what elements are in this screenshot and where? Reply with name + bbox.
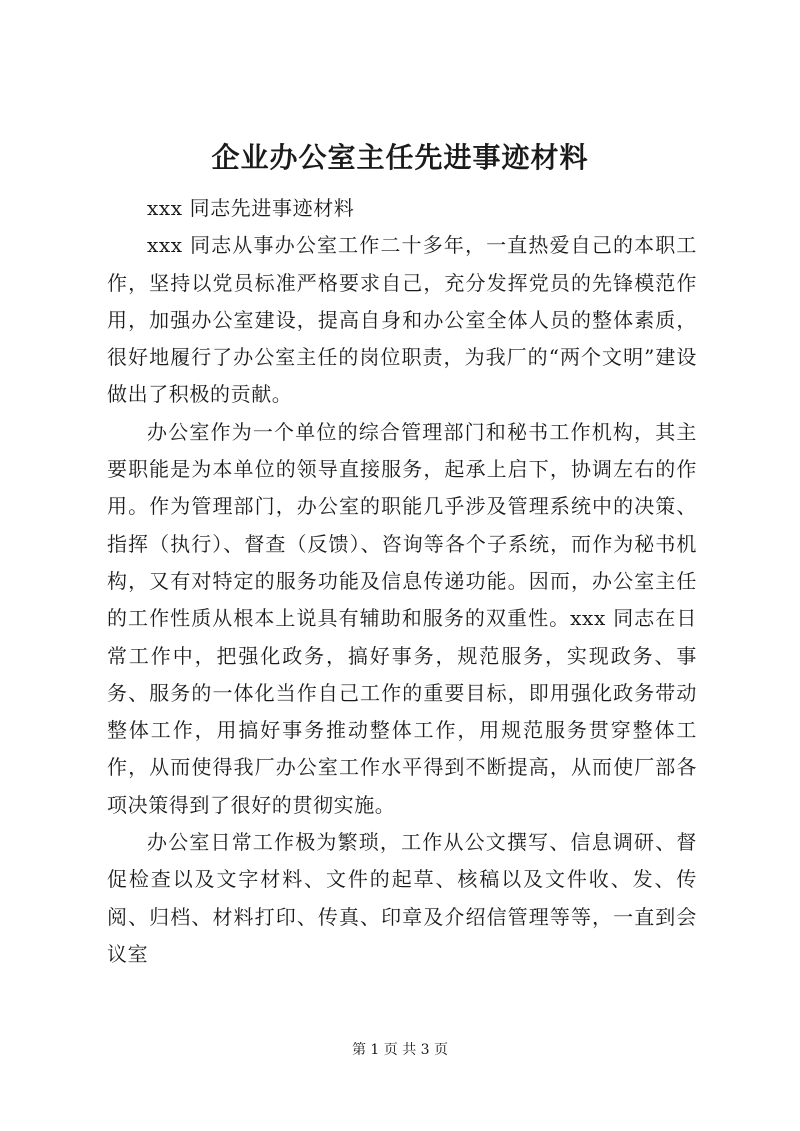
document-body <box>107 190 697 973</box>
paragraph-subtitle: xxx 同志先进事迹材料 <box>147 196 355 220</box>
paragraph-2: 办公室作为一个单位的综合管理部门和秘书工作机构，其主要职能是为本单位的领导直接服务，起承上启下，协调左右的作用。作为管理部门，办公室的职能几乎涉及管理系统中的决策、指挥（执行）、督查（反馈）、咨询等各个子系统，而作为秘书机构，又有对特定的服务功能及信息传递功能。因而，办公室主任的工作性质从根本上说具有辅助和服务的双重性。xxx 同志在日常工作中，把强化政务，搞好事务，规范服务，实现政务、事务、服务的一体化当作自己工作的重要目标，即用强化政务带动整体工作，用搞好事务推动整体工作，用规范服务贯穿整体工作，从而使得我厂办公室工作水平得到不断提高，从而使厂部各项决策得到了很好的贯彻实施。 <box>107 419 697 817</box>
paragraph-3: 办公室日常工作极为繁琐，工作从公文撰写、信息调研、督促检查以及文字材料、文件的起草、核稿以及文件收、发、传阅、归档、材料打印、传真、印章及介绍信管理等等，一直到会议室 <box>107 830 697 966</box>
document-title: 企业办公室主任先进事迹材料 <box>211 141 589 174</box>
page-number-footer: 第 1 页 共 3 页 <box>351 1042 449 1058</box>
paragraph-1: xxx 同志从事办公室工作二十多年，一直热爱自己的本职工作，坚持以党员标准严格要求自己，充分发挥党员的先锋模范作用，加强办公室建设，提高自身和办公室全体人员的整体素质，很好地履行了办公室主任的岗位职责，为我厂的“两个文明”建设做出了积极的贡献。 <box>107 233 697 407</box>
